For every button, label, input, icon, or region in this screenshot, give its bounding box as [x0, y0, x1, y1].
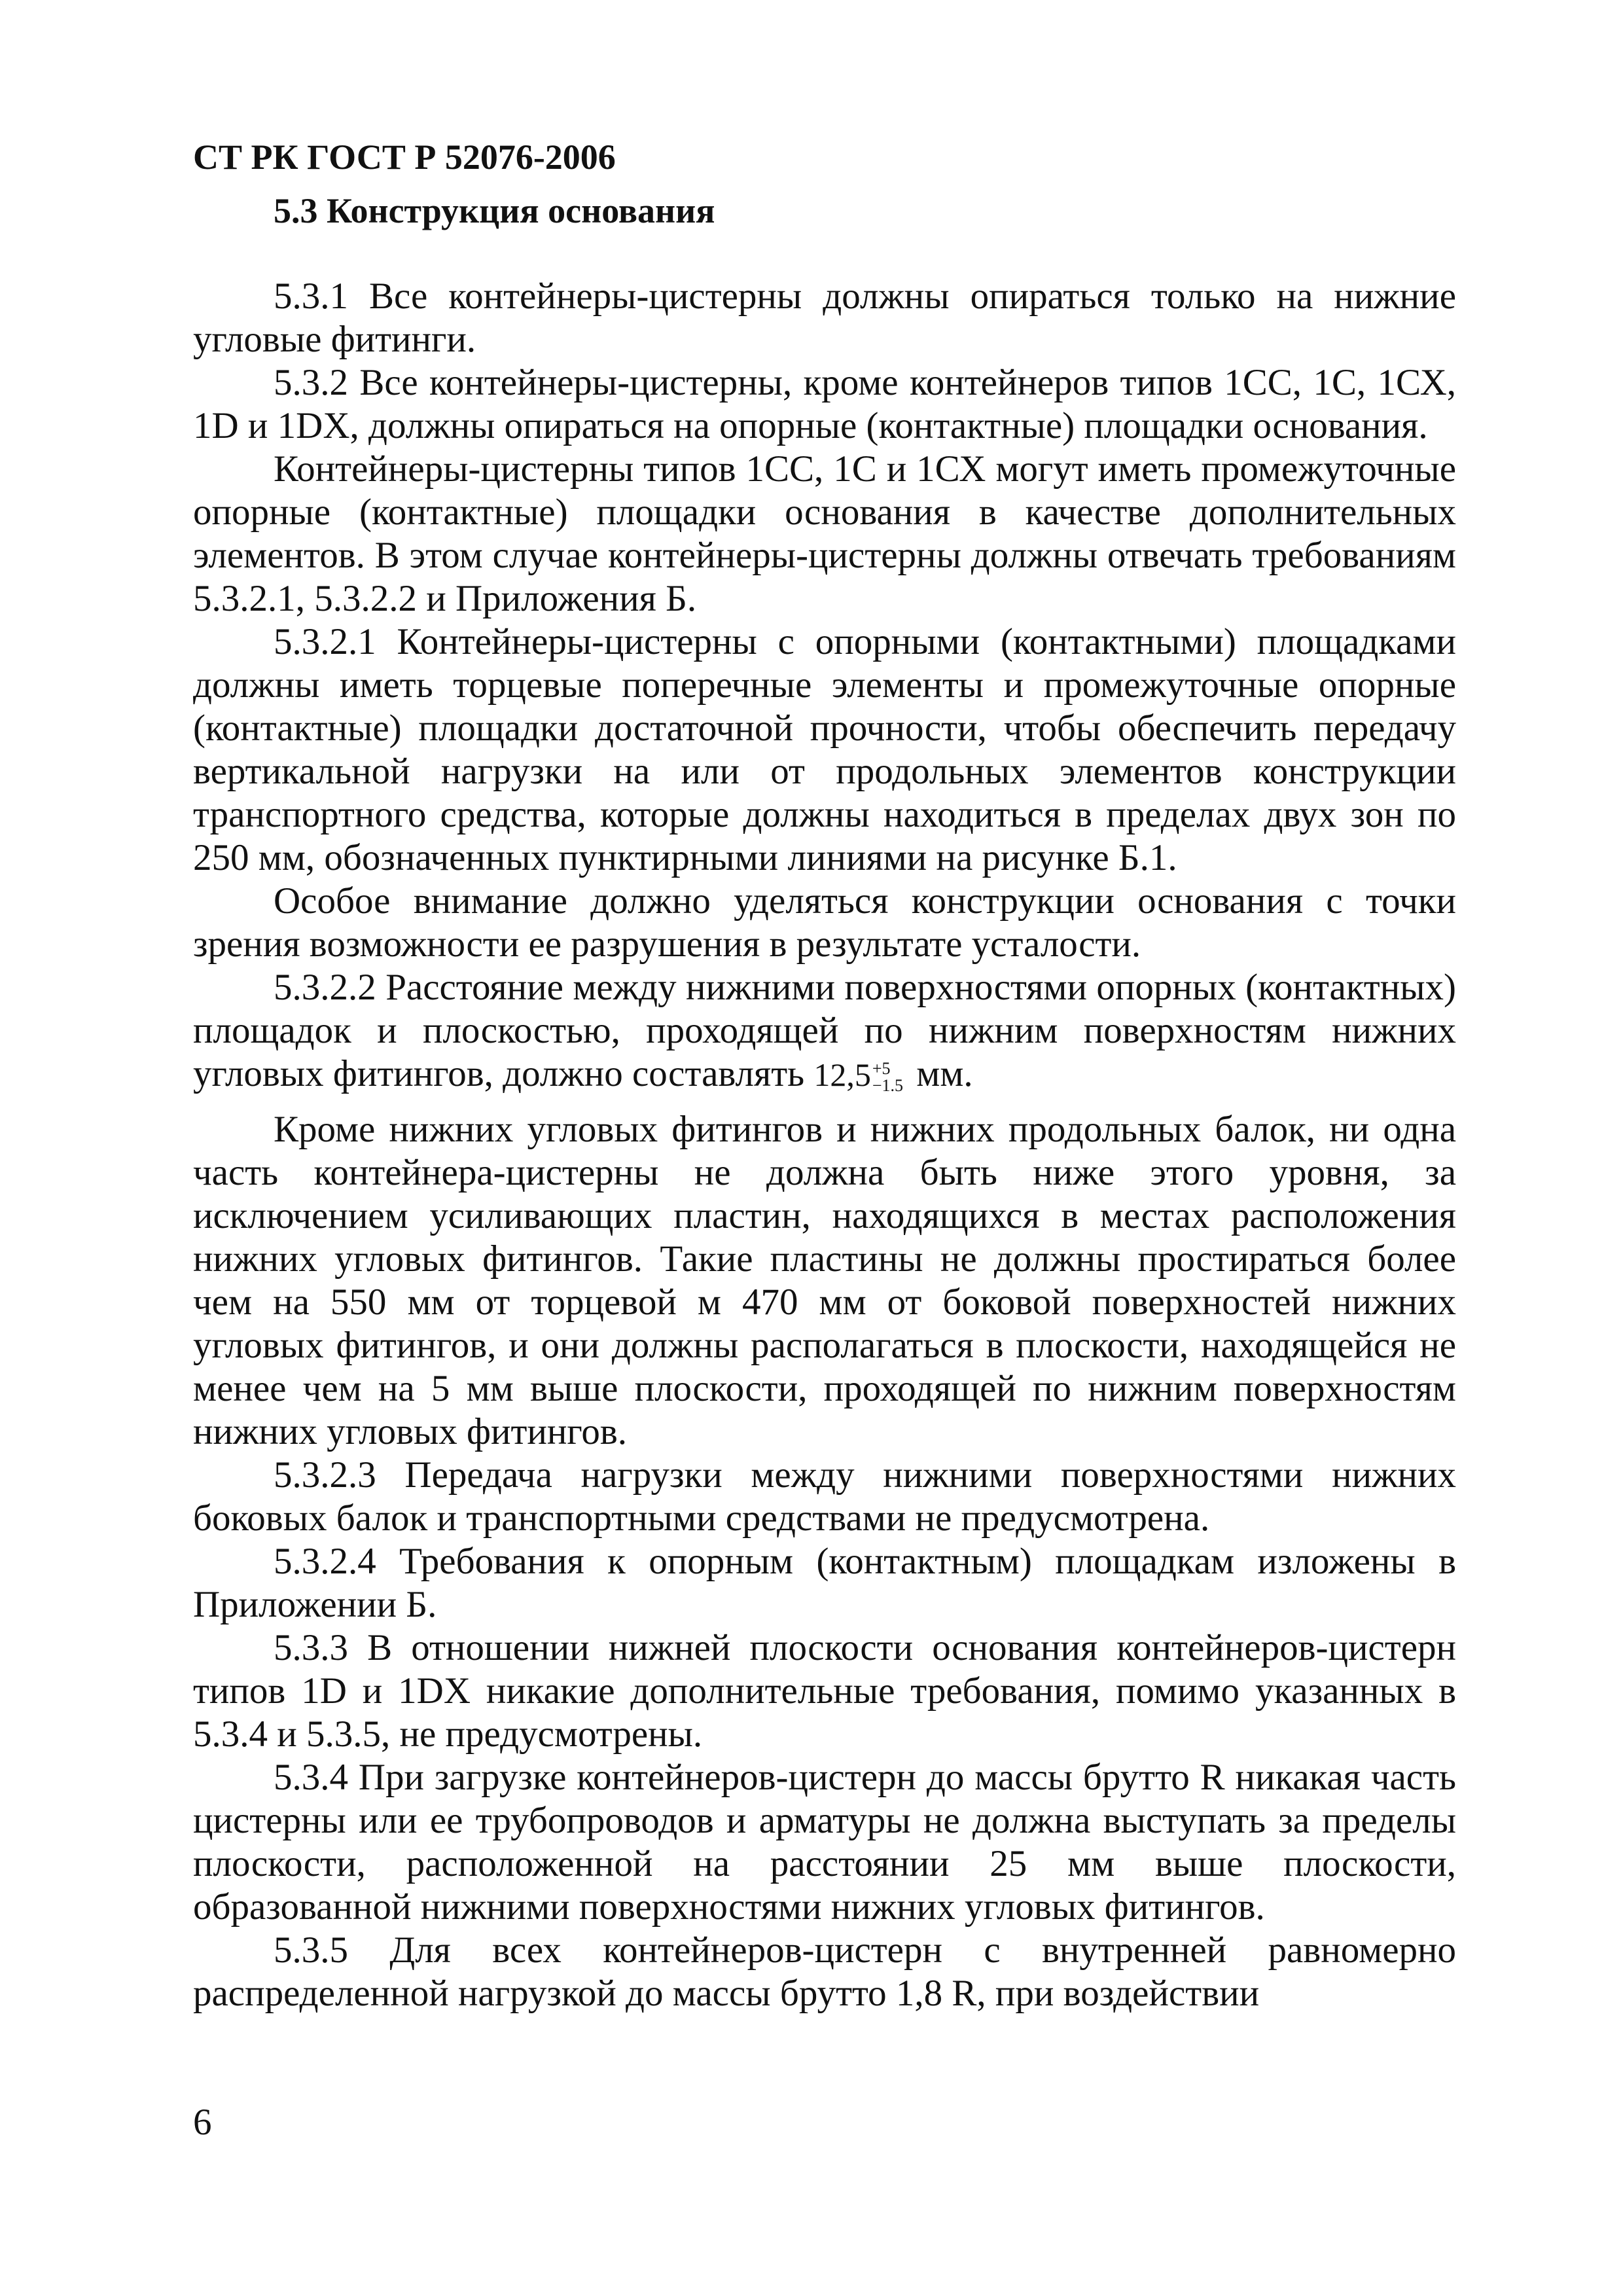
standard-designation: СТ РК ГОСТ Р 52076-2006: [193, 137, 616, 177]
paragraph-5-3-2-2: [193, 966, 1456, 1096]
paragraph-reinforcing-plates: Кроме нижних угловых фитингов и нижних продольных балок, ни одна часть контейнера-цистерны не должна быть ниже этого уровня, за исключением усиливающих пластин, находящихся в местах расположения нижних угловых фитингов. Такие пластины не должны простираться более чем на 550 мм от торцевой м 470 мм от боковой поверхностей нижних угловых фитингов, и они должны располагаться в плоскости, находящейся не менее чем на 5 мм выше плоскости, проходящей по нижним поверхностям нижних угловых фитингов.: [193, 1109, 1456, 1452]
paragraph-5-3-4: 5.3.4 При загрузке контейнеров-цистерн до массы брутто R никакая часть цистерны или ее трубопроводов и арматуры не должна выступать за пределы плоскости, расположенной на расстоянии 25 мм выше плоскости, образованной нижними поверхностями нижних угловых фитингов.: [193, 1757, 1456, 1928]
paragraph-5-3-2-2-text: 5.3.2.2 Расстояние между нижними поверхностями опорных (контактных) площадок и плоскостью, проходящей по нижним поверхностям нижних угловых фитингов, должно составлять: [193, 967, 1456, 1094]
dimension-nominal: 12,5: [813, 1056, 871, 1093]
paragraph-5-3-1: 5.3.1 Все контейнеры-цистерны должны опираться только на нижние угловые фитинги.: [193, 276, 1456, 360]
paragraph-5-3-3: 5.3.3 В отношении нижней плоскости основания контейнеров-цистерн типов 1D и 1DX никакие дополнительные требования, помимо указанных в 5.3.4 и 5.3.5, не предусмотрены.: [193, 1627, 1456, 1755]
body-text: [193, 275, 1456, 2015]
paragraph-5-3-2-1: 5.3.2.1 Контейнеры-цистерны с опорными (контактными) площадками должны иметь торцевые поперечные элементы и промежуточные опорные (контактные) площадки достаточной прочности, чтобы обеспечить передачу вертикальной нагрузки на или от продольных элементов конструкции транспортного средства, которые должны находиться в пределах двух зон по 250 мм, обозначенных пунктирными линиями на рисунке Б.1.: [193, 621, 1456, 878]
page-number: 6: [193, 2102, 212, 2143]
dimension-tolerance: [872, 1060, 903, 1094]
tolerance-lower: −1.5: [872, 1075, 904, 1095]
paragraph-5-3-2-4: 5.3.2.4 Требования к опорным (контактным) площадкам изложены в Приложении Б.: [193, 1541, 1456, 1625]
section-title: 5.3 Конструкция основания: [274, 191, 715, 230]
paragraph-5-3-2-note: Контейнеры-цистерны типов 1СС, 1С и 1СХ могут иметь промежуточные опорные (контактные) площадки основания в качестве дополнительных элементов. В этом случае контейнеры-цистерны должны отвечать требованиям 5.3.2.1, 5.3.2.2 и Приложения Б.: [193, 448, 1456, 619]
paragraph-5-3-2-3: 5.3.2.3 Передача нагрузки между нижними поверхностями нижних боковых балок и транспортными средствами не предусмотрена.: [193, 1454, 1456, 1539]
tolerance-upper: +5: [872, 1058, 891, 1078]
paragraph-fatigue: Особое внимание должно уделяться конструкции основания с точки зрения возможности ее разрушения в результате усталости.: [193, 880, 1456, 965]
paragraph-5-3-2: 5.3.2 Все контейнеры-цистерны, кроме контейнеров типов 1СС, 1С, 1СХ, 1D и 1DX, должны опираться на опорные (контактные) площадки основания.: [193, 362, 1456, 446]
paragraph-5-3-5: 5.3.5 Для всех контейнеров-цистерн с внутренней равномерно распределенной нагрузкой до массы брутто 1,8 R, при воздействии: [193, 1929, 1456, 2014]
dimension-unit: мм.: [907, 1053, 973, 1094]
